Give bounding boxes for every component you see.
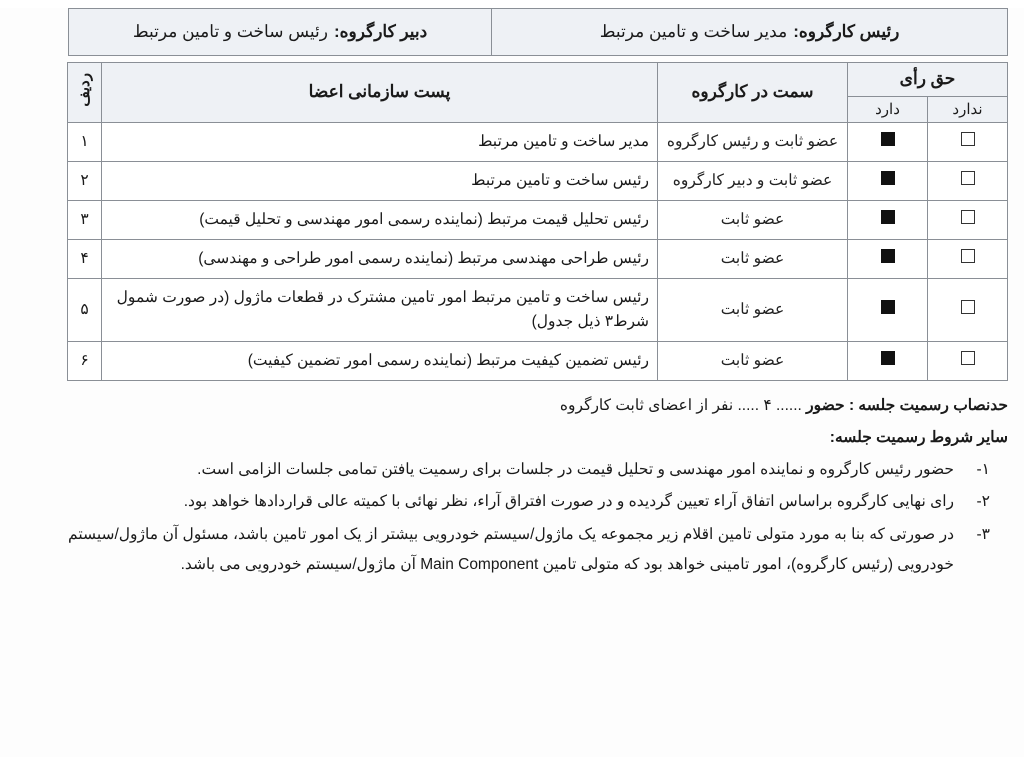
checkbox-unchecked-icon[interactable] — [961, 171, 975, 185]
quorum-label: حدنصاب رسمیت جلسه : حضور — [801, 396, 1008, 414]
list-item-marker: ۲- — [976, 493, 990, 511]
th-vote-label: حق رأی — [899, 69, 956, 89]
cell-vote-no — [928, 122, 1008, 161]
members-table — [67, 62, 1008, 381]
cell-post: رئیس ساخت و تامین مرتبط امور تامین مشترک در قطعات ماژول (در صورت شمول شرط۳ ذیل جدول) — [102, 278, 658, 341]
cell-vote-yes — [848, 122, 928, 161]
chair-cell — [491, 9, 1007, 55]
th-role-label: سمت در کارگروه — [691, 82, 814, 102]
cell-post: رئیس تضمین کیفیت مرتبط (نماینده رسمی امور تضمین کیفیت) — [102, 341, 658, 380]
notes-section — [68, 391, 1008, 580]
checkbox-unchecked-icon[interactable] — [961, 351, 975, 365]
table-row — [68, 122, 1008, 161]
th-role — [658, 63, 848, 123]
checkbox-unchecked-icon[interactable] — [961, 210, 975, 224]
cell-vote-no — [928, 200, 1008, 239]
members-table-body — [68, 122, 1008, 380]
table-row — [68, 239, 1008, 278]
checkbox-checked-icon[interactable] — [881, 300, 895, 314]
cell-vote-no — [928, 278, 1008, 341]
th-vote-yes-label: دارد — [875, 101, 900, 119]
th-row-number — [68, 63, 102, 123]
th-vote-yes — [848, 96, 928, 122]
table-row — [68, 200, 1008, 239]
committee-header — [68, 8, 1008, 56]
list-item-marker: ۱- — [976, 461, 990, 479]
chair-label: رئیس کارگروه: — [793, 22, 900, 41]
checkbox-checked-icon[interactable] — [881, 132, 895, 146]
th-post-label: پست سازمانی اعضا — [308, 82, 451, 102]
cell-vote-yes — [848, 341, 928, 380]
cell-vote-no — [928, 161, 1008, 200]
th-post — [102, 63, 658, 123]
cell-vote-yes — [848, 161, 928, 200]
th-vote — [848, 63, 1008, 97]
th-row-number-label: ردیف — [76, 73, 93, 107]
cell-post: مدیر ساخت و تامین مرتبط — [102, 122, 658, 161]
table-row — [68, 278, 1008, 341]
secretary-cell — [69, 9, 491, 55]
conditions-title: سایر شروط رسمیت جلسه: — [829, 428, 1008, 446]
checkbox-unchecked-icon[interactable] — [961, 132, 975, 146]
list-item-marker: ۳- — [976, 525, 990, 543]
quorum-value: ...... ۴ ..... نفر از اعضای ثابت کارگروه — [559, 396, 802, 414]
conditions-list — [68, 455, 1008, 580]
cell-role: عضو ثابت — [658, 239, 848, 278]
table-row — [68, 161, 1008, 200]
checkbox-unchecked-icon[interactable] — [961, 249, 975, 263]
secretary-label: دبیر کارگروه: — [333, 22, 428, 41]
cell-row-number: ۳ — [68, 200, 102, 239]
cell-role: عضو ثابت — [658, 341, 848, 380]
cell-role: عضو ثابت — [658, 200, 848, 239]
cell-vote-yes — [848, 278, 928, 341]
checkbox-checked-icon[interactable] — [881, 171, 895, 185]
checkbox-unchecked-icon[interactable] — [961, 300, 975, 314]
cell-row-number: ۲ — [68, 161, 102, 200]
checkbox-checked-icon[interactable] — [881, 351, 895, 365]
th-vote-no — [928, 96, 1008, 122]
list-item — [68, 487, 990, 517]
checkbox-checked-icon[interactable] — [881, 210, 895, 224]
cell-vote-no — [928, 239, 1008, 278]
table-header-row-1 — [68, 63, 1008, 97]
chair-value: مدیر ساخت و تامین مرتبط — [599, 22, 788, 41]
table-row — [68, 341, 1008, 380]
cell-row-number: ۵ — [68, 278, 102, 341]
cell-post: رئیس تحلیل قیمت مرتبط (نماینده رسمی امور مهندسی و تحلیل قیمت) — [102, 200, 658, 239]
cell-vote-yes — [848, 239, 928, 278]
cell-role: عضو ثابت و رئیس کارگروه — [658, 122, 848, 161]
cell-row-number: ۶ — [68, 341, 102, 380]
cell-post: رئیس ساخت و تامین مرتبط — [102, 161, 658, 200]
quorum-line — [68, 391, 1008, 421]
cell-role: عضو ثابت — [658, 278, 848, 341]
cell-post: رئیس طراحی مهندسی مرتبط (نماینده رسمی امور طراحی و مهندسی) — [102, 239, 658, 278]
list-item-text: حضور رئیس کارگروه و نماینده امور مهندسی و تحلیل قیمت در جلسات برای رسمیت یافتن تمامی جلسات الزامی است. — [197, 461, 954, 479]
cell-row-number: ۱ — [68, 122, 102, 161]
list-item-text: رای نهایی کارگروه براساس اتفاق آراء تعیین گردیده و در صورت افتراق آراء، نظر نهائی با کمیته عالی قراردادها خواهد بود. — [183, 493, 954, 511]
document-page — [0, 8, 1024, 757]
list-item — [68, 520, 990, 580]
list-item-text: در صورتی که بنا به مورد متولی تامین اقلام زیر مجموعه یک ماژول/سیستم خودرویی بیشتر از یک امور تامین باشد، مسئول آن ماژول/سیستم خودرویی (رئیس کارگروه)، امور تامینی خواهد بود که متولی تامین Main Component آن ماژول/سیستم خودرویی می باشد. — [68, 525, 954, 573]
th-vote-no-label: ندارد — [952, 101, 983, 119]
checkbox-checked-icon[interactable] — [881, 249, 895, 263]
cell-vote-no — [928, 341, 1008, 380]
list-item — [68, 455, 990, 485]
secretary-value: رئیس ساخت و تامین مرتبط — [132, 22, 328, 41]
cell-row-number: ۴ — [68, 239, 102, 278]
cell-vote-yes — [848, 200, 928, 239]
cell-role: عضو ثابت و دبیر کارگروه — [658, 161, 848, 200]
